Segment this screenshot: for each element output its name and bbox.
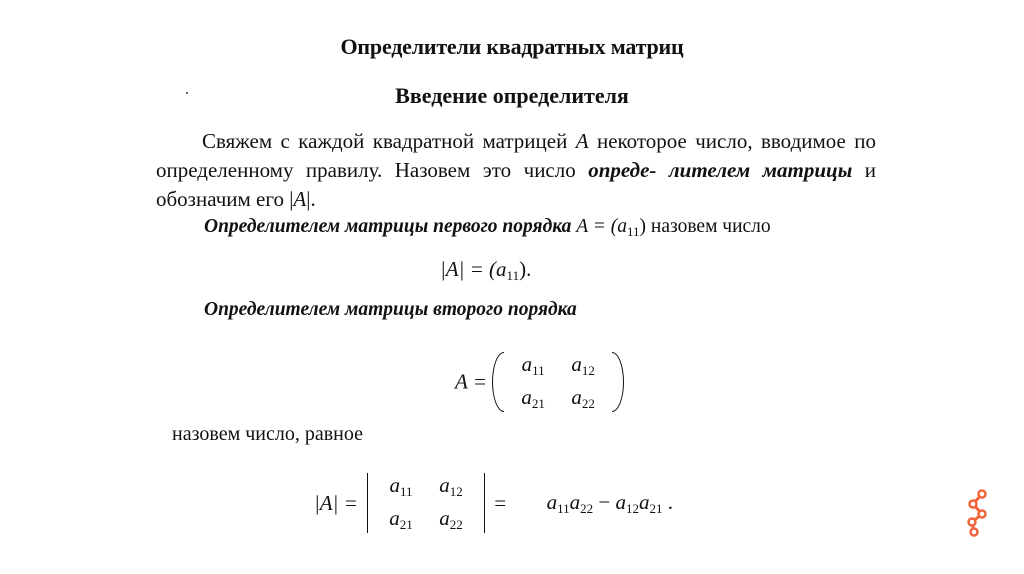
equation-first-order: $|A| = (a_{11})$. — [440, 257, 532, 283]
call-text: назовем число, равное — [172, 423, 363, 445]
matrix-a: A = $a_{11}$ $a_{12}$ $a_{21}$ $a_{22}$ — [455, 352, 624, 412]
slide-subtitle: Введение определителя — [395, 83, 629, 108]
intro-paragraph: Свяжем с каждой квадратной матрицей A некоторое число, вводимое по определенному правилу. Назовем это число опреде- лителем матрицы и обозначим его |A|. — [156, 129, 876, 211]
slide-title: Определители квадратных матриц — [340, 34, 684, 59]
determinant-formula: |A| = $a_{11}$ $a_{12}$ $a_{21}$ $a_{22}$ = $a_{11}a_{22} - a_{12}a_{21}$ . — [314, 473, 674, 532]
definition-first-order: Определителем матрицы первого порядка $A = (a_{11})$ назовем число — [204, 216, 771, 239]
left-paren — [492, 352, 504, 412]
right-paren — [612, 352, 624, 412]
definition-second-order: Определителем матрицы второго порядка — [204, 299, 577, 320]
molecule-icon — [962, 488, 992, 538]
